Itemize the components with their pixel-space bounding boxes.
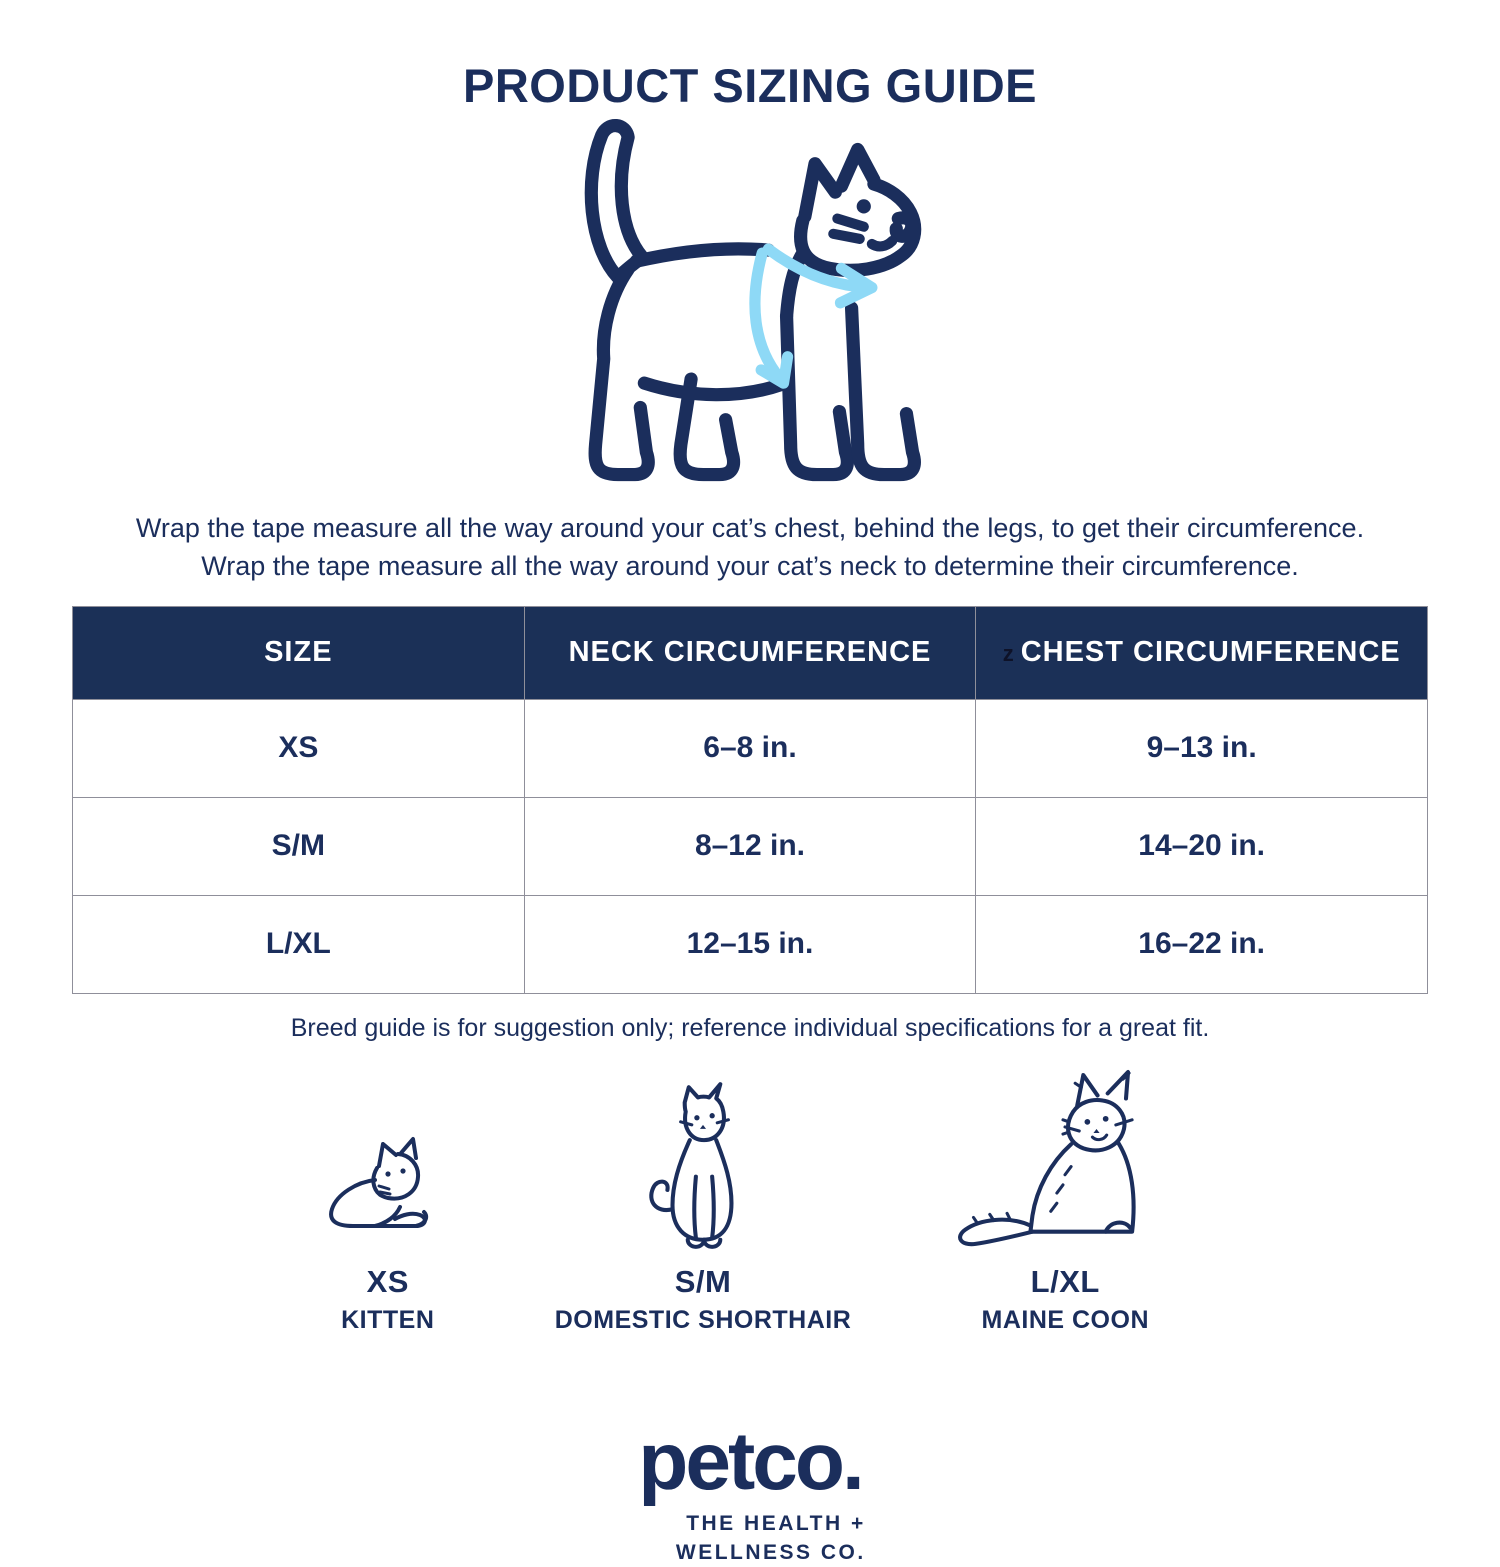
breed-name-label: KITTEN	[341, 1305, 435, 1334]
breed-size-label: XS	[366, 1263, 409, 1299]
header-chest	[976, 606, 1428, 699]
hero-illustration-wrap	[0, 117, 1500, 503]
cat-ear-left	[805, 164, 835, 217]
sizing-table-header-row	[73, 606, 1428, 699]
header-neck: NECK CIRCUMFERENCE	[524, 606, 976, 699]
row-sm-size: S/M	[73, 797, 525, 895]
row-sm-chest: 14–20 in.	[976, 797, 1428, 895]
breed-name-label: MAINE COON	[981, 1305, 1149, 1334]
measurement-instructions	[0, 509, 1500, 586]
kitten-lying-icon	[313, 1124, 463, 1252]
tagline-line-1: THE HEALTH +	[686, 1511, 866, 1535]
cat-belly	[644, 383, 782, 395]
cat-measurement-icon	[536, 117, 964, 503]
cat-mouth	[872, 241, 892, 246]
row-xs-size: XS	[73, 699, 525, 797]
maine-coon-sitting-icon	[943, 1069, 1187, 1252]
shorthair-sitting-icon	[642, 1077, 764, 1252]
cat-whisker-top	[837, 219, 863, 227]
cat-eye	[857, 199, 871, 213]
cat-whisker-bottom	[833, 234, 859, 239]
breed-examples-row	[0, 1069, 1500, 1335]
breed-guide-note: Breed guide is for suggestion only; reference individual specifications for a great fit.	[290, 1013, 1210, 1042]
petco-wordmark: petco.	[638, 1415, 862, 1507]
breed-card-maine-coon	[943, 1069, 1187, 1335]
breed-card-kitten	[313, 1124, 463, 1335]
sizing-table	[72, 606, 1428, 994]
row-xs-neck: 6–8 in.	[524, 699, 976, 797]
cat-front-leg-far	[852, 308, 915, 475]
instruction-line-2: Wrap the tape measure all the way around your cat’s neck to determine their circumference.	[201, 551, 1299, 582]
breed-card-shorthair	[555, 1077, 852, 1335]
cat-tail	[591, 126, 642, 278]
chest-header-label: CHEST CIRCUMFERENCE	[1020, 636, 1401, 669]
table-row	[73, 699, 1428, 797]
breed-size-label: L/XL	[1030, 1263, 1100, 1299]
petco-logo	[0, 1415, 1500, 1567]
row-lxl-size: L/XL	[73, 895, 525, 993]
cat-hind-leg-outer	[595, 269, 648, 474]
row-sm-neck: 8–12 in.	[524, 797, 976, 895]
chest-measure-arrow	[755, 253, 781, 379]
row-xs-chest: 9–13 in.	[976, 699, 1428, 797]
instruction-line-1: Wrap the tape measure all the way around your cat’s chest, behind the legs, to get their circumference.	[135, 513, 1365, 543]
chest-header-artifact: z	[1002, 641, 1015, 667]
table-row	[73, 797, 1428, 895]
table-row	[73, 895, 1428, 993]
page-title: PRODUCT SIZING GUIDE	[462, 59, 1038, 112]
header-size: SIZE	[73, 606, 525, 699]
breed-size-label: S/M	[674, 1263, 732, 1299]
row-lxl-chest: 16–22 in.	[976, 895, 1428, 993]
cat-front-leg-near	[787, 316, 848, 474]
breed-name-label: DOMESTIC SHORTHAIR	[554, 1305, 852, 1334]
cat-back	[636, 249, 768, 261]
tagline-line-2: WELLNESS CO.	[675, 1541, 866, 1565]
petco-tagline	[638, 1509, 865, 1567]
cat-nose	[896, 218, 912, 236]
row-lxl-neck: 12–15 in.	[524, 895, 976, 993]
